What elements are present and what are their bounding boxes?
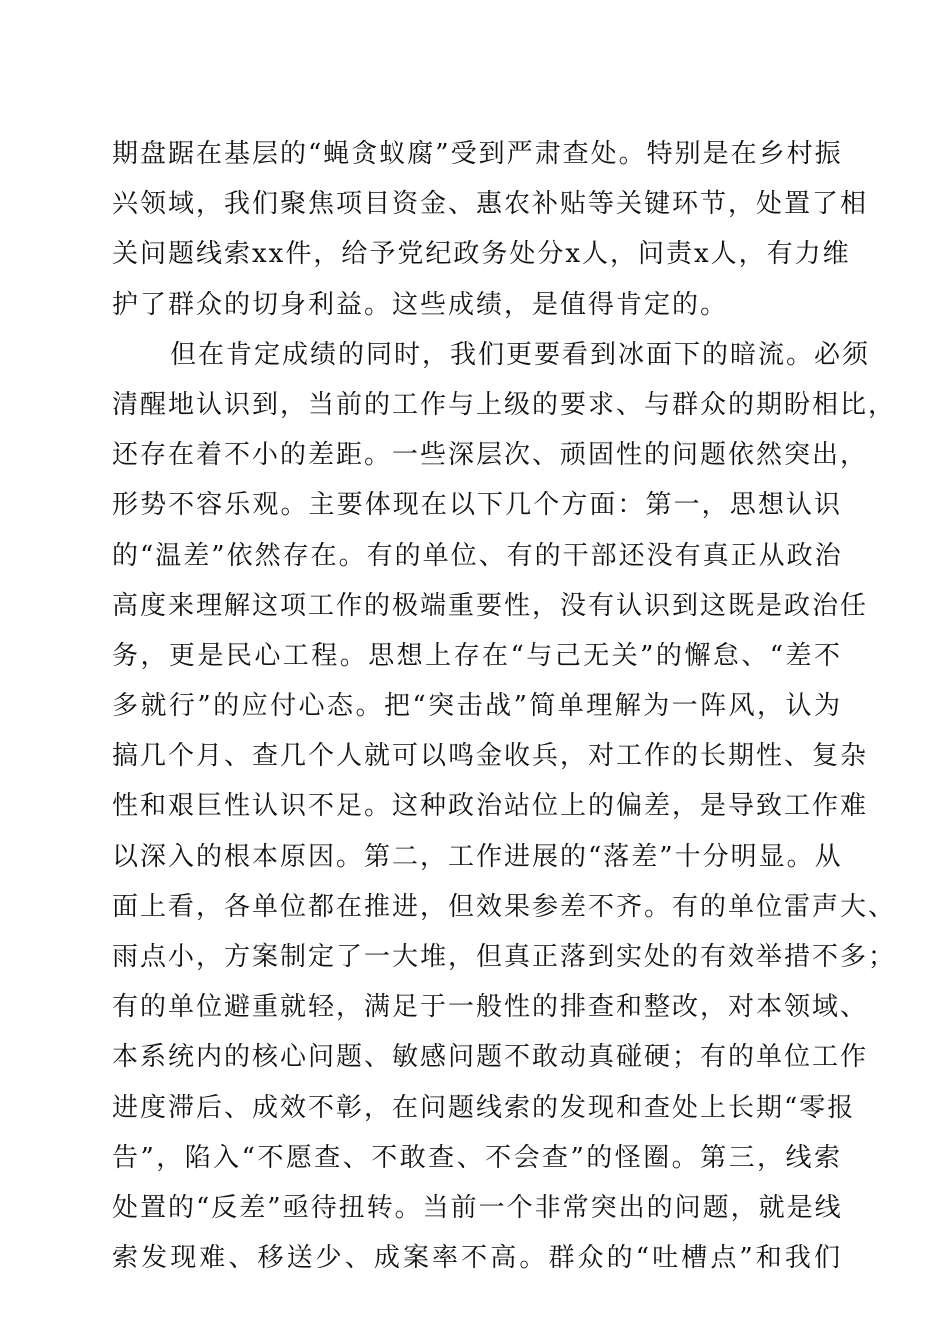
text-line: 形势不容乐观。主要体现在以下几个方面：第一，思想认识 xyxy=(112,490,842,521)
text-line: 搞几个月、查几个人就可以鸣金收兵，对工作的长期性、复杂 xyxy=(112,741,869,772)
text-line: 务，更是民心工程。思想上存在“与己无关”的懈怠、“差不 xyxy=(112,640,842,671)
text-line: 还存在着不小的差距。一些深层次、顽固性的问题依然突出， xyxy=(112,440,869,471)
text-line: 清醒地认识到，当前的工作与上级的要求、与群众的期盼相比， xyxy=(112,389,897,420)
body-text xyxy=(112,129,897,1283)
text-line: 面上看，各单位都在推进，但效果参差不齐。有的单位雷声大、 xyxy=(112,891,897,922)
text-line: 兴领域，我们聚焦项目资金、惠农补贴等关键环节，处置了相 xyxy=(112,189,869,220)
text-line: 高度来理解这项工作的极端重要性，没有认识到这既是政治任 xyxy=(112,590,869,621)
text-line: 期盘踞在基层的“蝇贪蚁腐”受到严肃查处。特别是在乡村振 xyxy=(112,139,843,169)
text-line: 的“温差”依然存在。有的单位、有的干部还没有真正从政治 xyxy=(112,540,843,571)
text-line: 多就行”的应付心态。把“突击战”简单理解为一阵风，认为 xyxy=(112,691,842,722)
text-line: 雨点小，方案制定了一大堆，但真正落到实处的有效举措不多； xyxy=(112,942,897,972)
text-line: 进度滞后、成效不彰，在问题线索的发现和查处上长期“零报 xyxy=(112,1092,856,1123)
text-line: 索发现难、移送少、成案率不高。群众的“吐槽点”和我们 xyxy=(112,1243,842,1274)
text-line: 性和艰巨性认识不足。这种政治站位上的偏差，是导致工作难 xyxy=(112,791,869,822)
text-line: 告”，陷入“不愿查、不敢查、不会查”的怪圈。第三，线索 xyxy=(112,1142,842,1173)
text-line: 本系统内的核心问题、敏感问题不敢动真碰硬；有的单位工作 xyxy=(112,1042,869,1073)
text-line: 以深入的根本原因。第二，工作进展的“落差”十分明显。从 xyxy=(112,841,843,872)
text-line: 处置的“反差”亟待扭转。当前一个非常突出的问题，就是线 xyxy=(112,1192,843,1223)
text-line: 有的单位避重就轻，满足于一般性的排查和整改，对本领域、 xyxy=(112,992,869,1023)
paragraph-first-line: 但在肯定成绩的同时，我们更要看到冰面下的暗流。必须 xyxy=(170,339,871,370)
text-line: 关问题线索xx件，给予党纪政务处分x人，问责x人，有力维 xyxy=(112,239,851,270)
text-line: 护了群众的切身利益。这些成绩，是值得肯定的。 xyxy=(112,289,729,320)
